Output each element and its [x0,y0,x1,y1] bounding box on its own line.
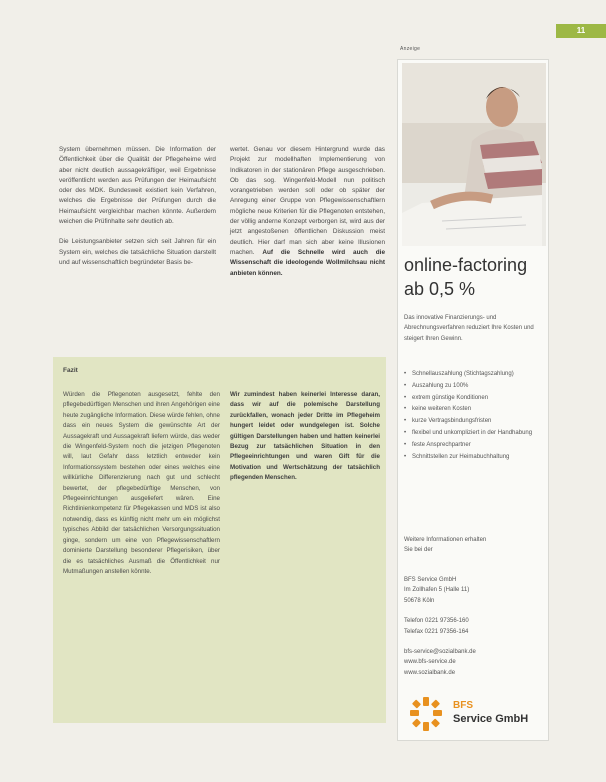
list-item: • Auszahlung zu 100% [404,381,544,391]
list-item: • extrem günstige Konditionen [404,393,544,403]
page-number: 11 [556,24,606,38]
feature-list [404,369,544,463]
fax: Telefax 0221 97356-164 [404,628,469,635]
logo-mark-icon [406,696,446,732]
fazit-title: Fazit [63,367,78,374]
advertisement-photo [402,63,546,246]
logo-text-bfs: BFS [453,700,473,711]
city: 50678 Köln [404,597,435,604]
bold-conclusion: Auf die Schnelle wird auch die Wissenschaft die ideologende Wollmilchsau nicht anbieten können. [230,248,385,277]
list-item: • feste Ansprechpartner [404,440,544,450]
ad-label: Anzeige [400,46,421,52]
info-line: Sie bei der [404,547,433,554]
list-item: • kurze Vertragsbindungsfristen [404,416,544,426]
info-line: Weitere Informationen erhalten [404,537,487,543]
body-column-1 [59,145,216,278]
contact-block [404,575,544,678]
paragraph: System übernehmen müssen. Die Information der Öffentlichkeit über die Qualität der Pflegeheime wird aber nicht deutlich aussagekräftiger, weil Ergebnisse veröffentlicht werden aus Prüfungen der Heimaufsicht oder des MDK. Bundesweit existiert kein Verfahren, welches die Ergebnisse der Prüfungen durch die Heimaufsicht vergleichbar machen könnte. Außerdem weichen die Prüfinhalte sehr deutlich ab. [59,146,216,226]
website-link[interactable]: www.sozialbank.de [404,669,456,676]
bfs-logo [406,696,544,732]
fazit-left-text: Würden die Pflegenoten ausgesetzt, fehlte den pflegebedürftigen Menschen und ihren Angehörigen eine heute zugängliche Information. Diese würde fehlen, ohne dass ein neues System die gewünschte Art der Aussagekraft und Aussagekraft liefern würde, das weder die Wingenfeld-System noch die jetzigen Pflegenoten will, laut Gefahr dass letztlich entweder kein Informationssystem bestehen oder eines welches eine willkürliche Differenzierung nach gut und schlecht bewertet, der pflegebedürftige Menschen, von Pflegeeinrichtungen ausgeliefert wären. Eine Richtlinienkompetenz für Pflegekassen und MDS ist also notwendig, dass es künftig nicht mehr um ein möglichst typisches Abbild der tatsächlichen Versorgungssituation ginge, sondern um eine von Pflegewissenschaftlern dominierte Darstellung besonderer Pflegerisiken, über die es tatsächliches Ausmaß die Öffentlichkeit nur Mutmaßungen anstellen könnte. [63,391,220,575]
body-column-2 [230,145,385,279]
fazit-box [53,357,386,723]
info-text [404,535,544,556]
paragraph: wertet. Genau vor diesem Hintergrund wurde das Projekt zur modellhaften Implementierung von Indikatoren in der stationären Pflege ausgeschrieben. Ob das sog. Wingenfeld-Modell nun politisch vorangetrieben werden soll oder ob später der Anregung einer Gruppe von Pflegewissenschaftlern mögliche neue Kriterien für die Pflegenoten entstehen, der völlig anderne Konzept verborgen ist, wird aus der jetzt angestoßenen öffentlichen Diskussion meist deutlich. Hier darf man sich aber keine Illusionen machen. [230,146,385,256]
website-link[interactable]: www.bfs-service.de [404,659,456,666]
email-link[interactable]: bfs-service@sozialbank.de [404,649,476,656]
street: Im Zollhafen 5 (Halle 11) [404,587,470,594]
company-name: BFS Service GmbH [404,577,457,583]
advertisement [397,59,549,741]
fazit-right-text: Wir zumindest haben keinerlei Interesse daran, dass wir auf die polemische Darstellung zurückfallen, wonach jeder Dritte im Pflegeheim hungert leidet oder wundgelegen ist. Solche gültigen Darstellungen haben und hatten keinerlei Bezug zur tatsächlichen Situation in den Pflegeeinrichtungen und waren Gift für die Motivation und Wertschätzung der tatsächlich pflegenden Menschen. [230,391,380,482]
ad-headline [404,253,546,301]
list-item: • flexibel und unkompliziert in der Handhabung [404,428,544,438]
list-item: • keine weiteren Kosten [404,404,544,414]
phone: Telefon 0221 97356-160 [404,618,469,625]
list-item: • Schnittstellen zur Heimabuchhaltung [404,452,544,462]
logo-text-service: Service GmbH [453,713,529,725]
headline-line: ab 0,5 % [404,279,476,299]
list-item: • Schnellauszahlung (Stichtagszahlung) [404,369,544,379]
ad-intro: Das innovative Finanzierungs- und Abrechnungsverfahren reduziert Ihre Kosten und steigert Ihren Gewinn. [404,315,534,342]
paragraph: Die Leistungsanbieter setzen sich seit Jahren für ein System ein, welches die tatsächliche Situation darstellt und auf wissenschaftlich begründeter Basis be- [59,238,216,266]
headline-line: online-factoring [404,255,528,275]
